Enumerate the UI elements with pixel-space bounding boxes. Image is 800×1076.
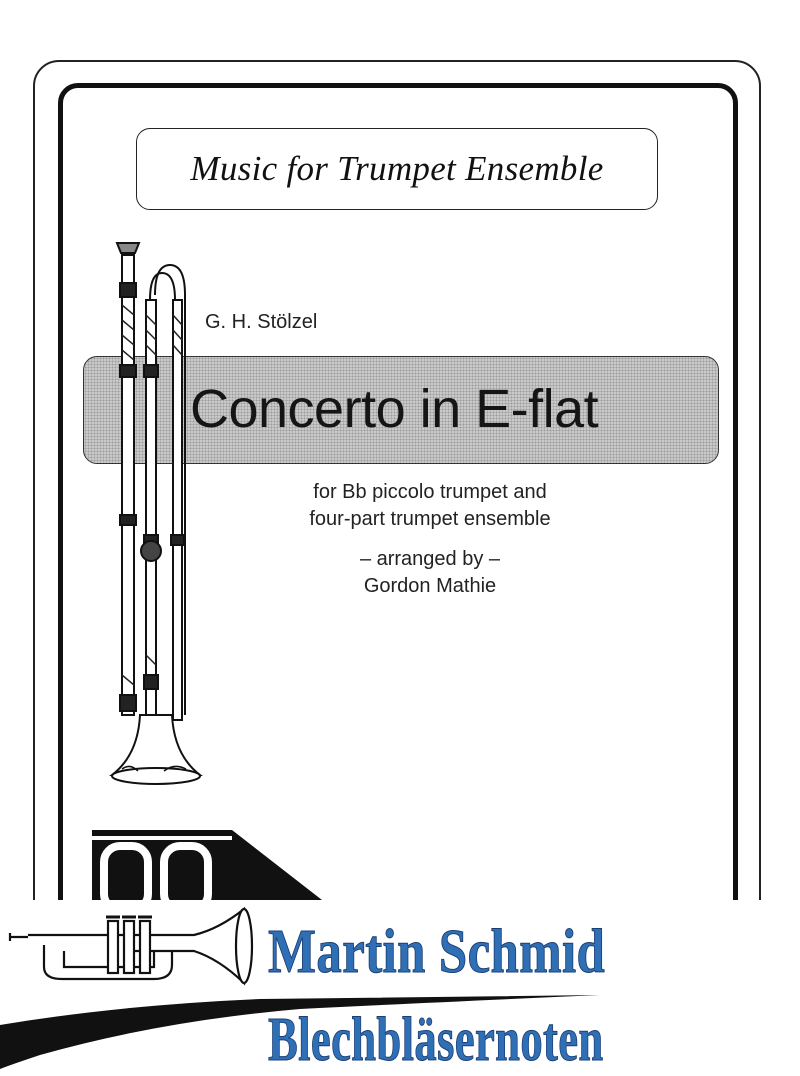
publisher-logo <box>92 830 322 910</box>
trumpet-icon <box>4 903 274 998</box>
arranger-name: Gordon Mathie <box>363 575 497 597</box>
subtitle-line-2: four-part trumpet ensemble <box>309 508 551 530</box>
arranged-by-label: – arranged by – <box>359 548 501 570</box>
shop-subtitle: Blechbläsernoten <box>268 1006 604 1074</box>
subtitle-line-1: for Bb piccolo trumpet and <box>313 481 547 503</box>
concerto-title: Concerto in E-flat <box>190 379 599 439</box>
series-title: Music for Trumpet Ensemble <box>136 128 658 210</box>
shop-name: Martin Schmid <box>268 918 606 986</box>
composer: G. H. Stölzel <box>205 311 318 333</box>
natural-trumpet-illustration <box>100 235 210 795</box>
